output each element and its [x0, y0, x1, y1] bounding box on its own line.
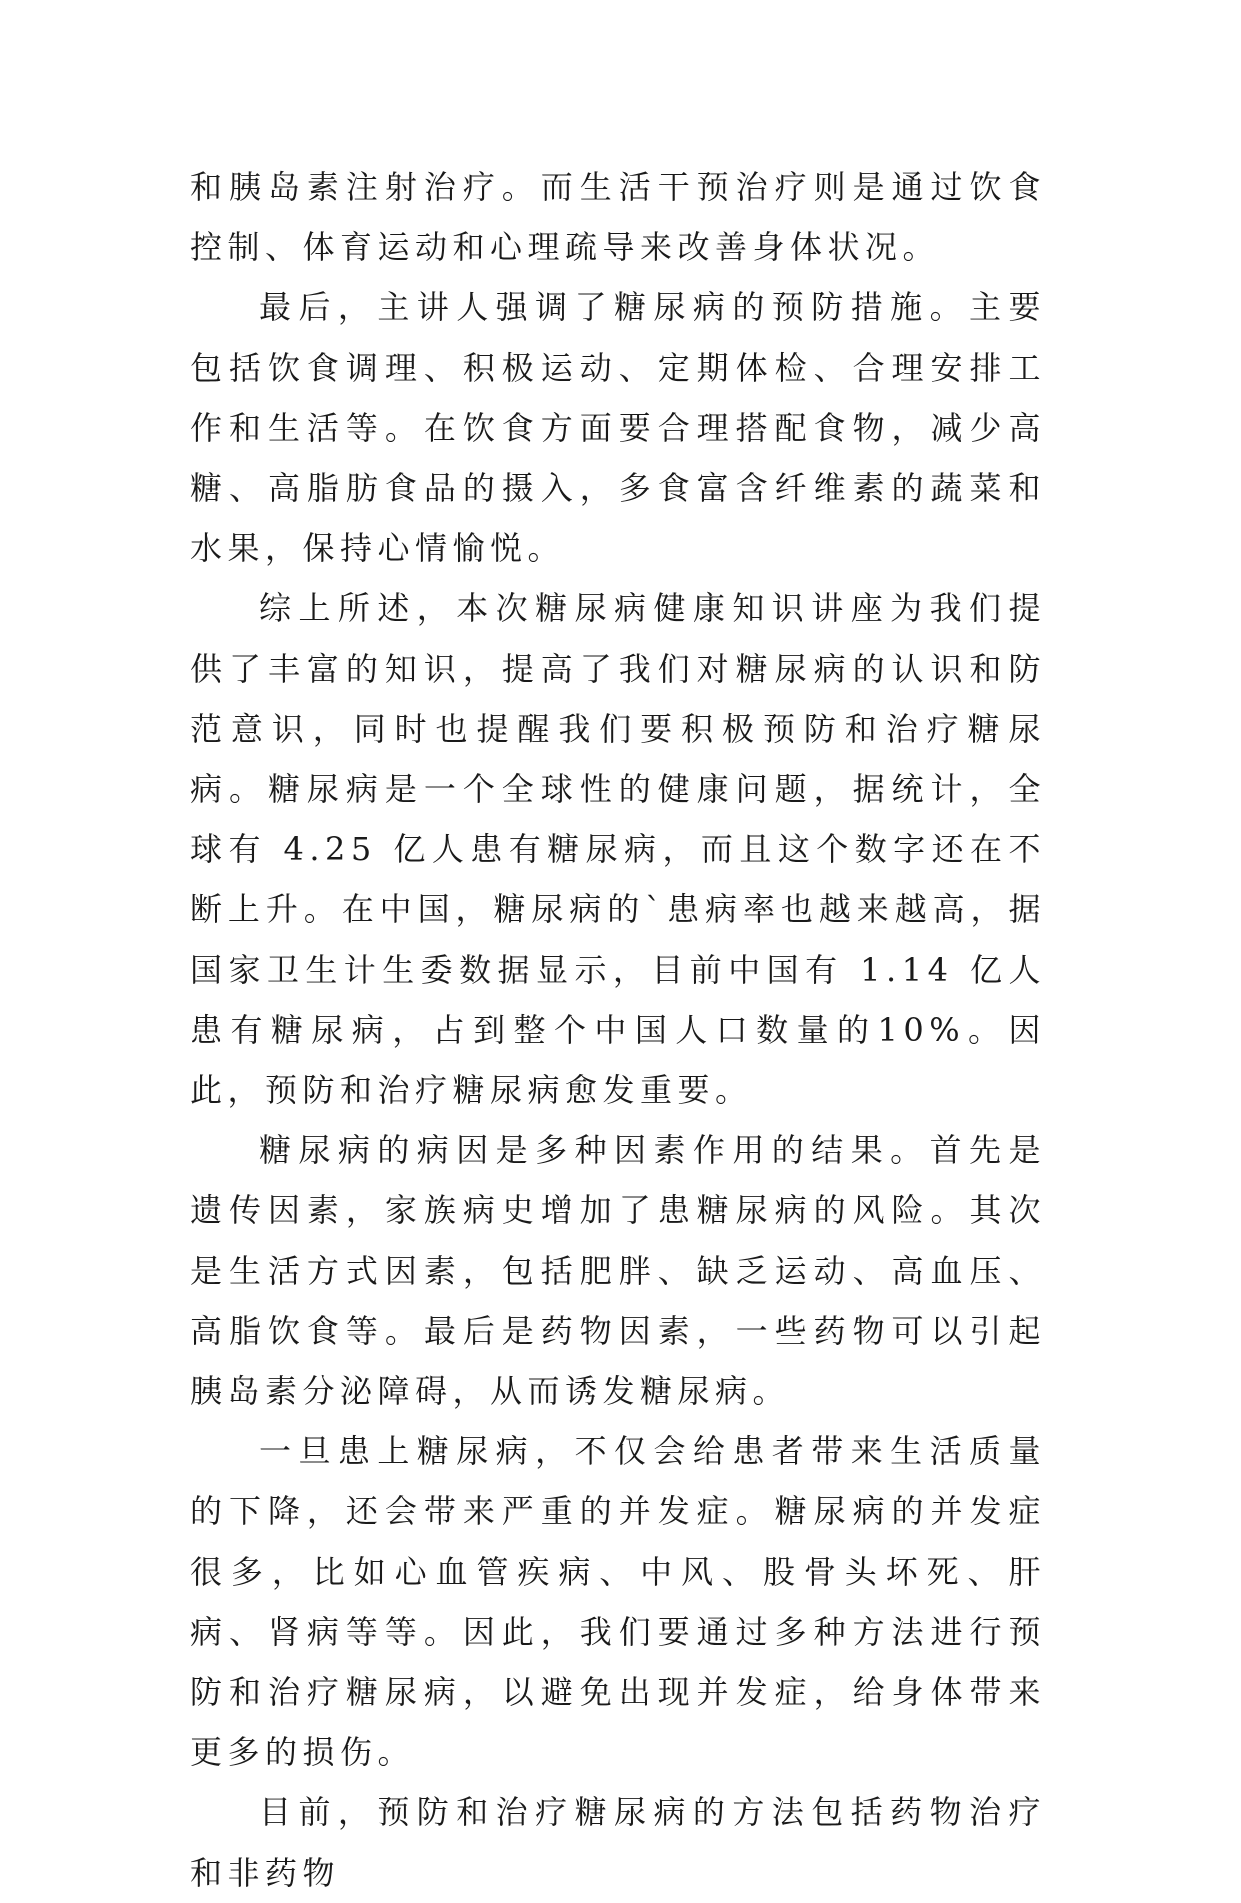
paragraph-5: 一旦患上糖尿病，不仅会给患者带来生活质量的下降，还会带来严重的并发症。糖尿病的并发症很多，比如心血管疾病、中风、股骨头坏死、肝病、肾病等等。因此，我们要通过多种方法进行预防和治疗糖尿病，以避免出现并发症，给身体带来更多的损伤。 [190, 1432, 1046, 1772]
paragraph-1: 和胰岛素注射治疗。而生活干预治疗则是通过饮食控制、体育运动和心理疏导来改善身体状况。 [190, 168, 1046, 267]
paragraph-4: 糖尿病的病因是多种因素作用的结果。首先是遗传因素，家族病史增加了患糖尿病的风险。其次是生活方式因素，包括肥胖、缺乏运动、高血压、高脂饮食等。最后是药物因素，一些药物可以引起胰岛素分泌障碍，从而诱发糖尿病。 [190, 1131, 1046, 1411]
paragraph-3: 综上所述，本次糖尿病健康知识讲座为我们提供了丰富的知识，提高了我们对糖尿病的认识和防范意识，同时也提醒我们要积极预防和治疗糖尿病。糖尿病是一个全球性的健康问题，据统计，全球有 4.25 亿人患有糖尿病，而且这个数字还在不断上升。在中国，糖尿病的`患病率也越来越高，据国家卫生计生委数据显示，目前中国有 1.14 亿人患有糖尿病，占到整个中国人口数量的10%。因此，预防和治疗糖尿病愈发重要。 [190, 589, 1046, 1110]
paragraph-6: 目前，预防和治疗糖尿病的方法包括药物治疗和非药物 [190, 1793, 1046, 1892]
body-text [190, 157, 1046, 1903]
paragraph-2: 最后，主讲人强调了糖尿病的预防措施。主要包括饮食调理、积极运动、定期体检、合理安排工作和生活等。在饮食方面要合理搭配食物，减少高糖、高脂肪食品的摄入，多食富含纤维素的蔬菜和水果，保持心情愉悦。 [190, 288, 1046, 568]
